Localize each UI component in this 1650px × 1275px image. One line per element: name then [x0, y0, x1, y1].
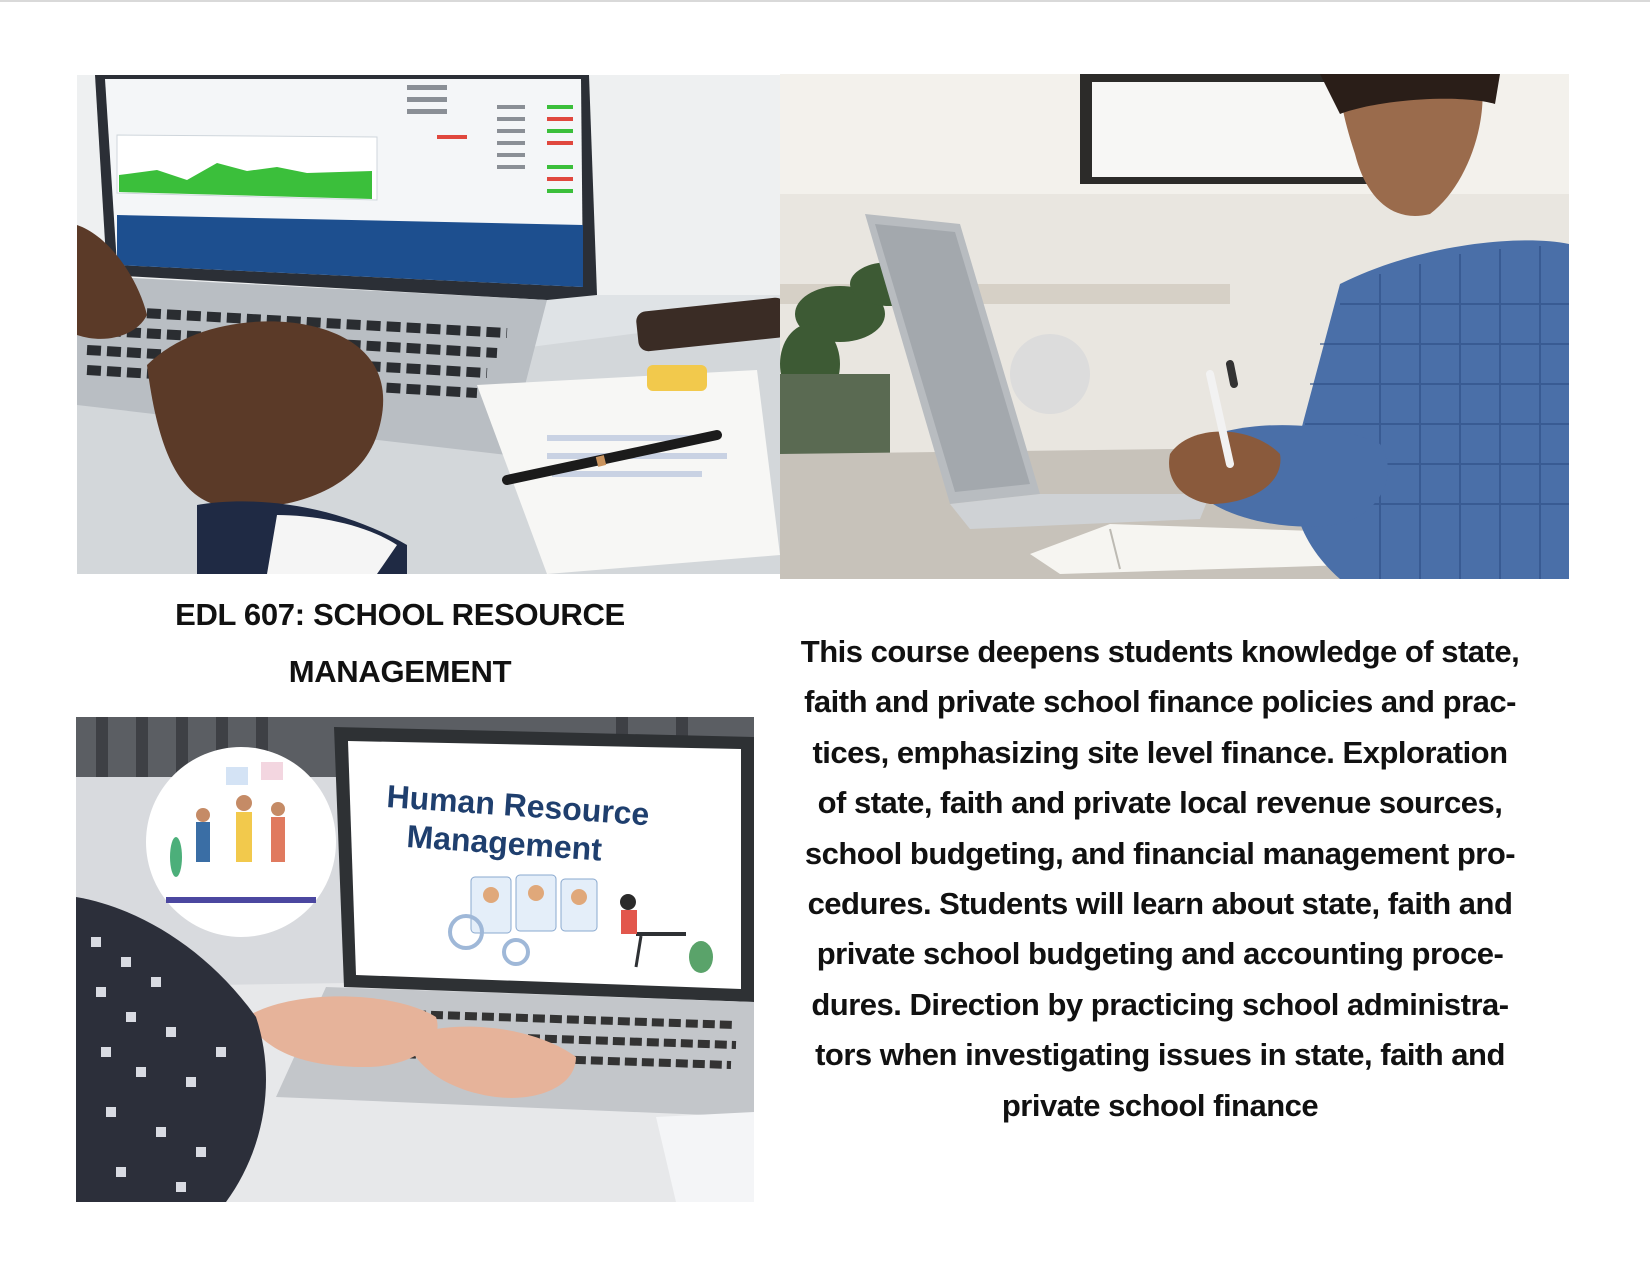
course-description	[760, 627, 1560, 1131]
top-border-line	[0, 0, 1650, 2]
description-line-1: This course deepens students knowledge of state,	[800, 634, 1520, 669]
description-line-6: cedures. Students will learn about state, faith and	[807, 886, 1513, 922]
description-line-10: private school finance	[1001, 1087, 1319, 1123]
description-line-8: dures. Direction by practicing school administra-	[811, 986, 1509, 1022]
description-line-2: faith and private school finance policies and prac-	[804, 684, 1516, 720]
finance-laptop-photo	[77, 75, 780, 574]
hr-screen-title-line-2: Management	[405, 818, 604, 868]
description-line-3: tices, emphasizing site level finance. Exploration	[812, 734, 1508, 770]
course-title-line-1: EDL 607: SCHOOL RESOURCE	[175, 597, 625, 632]
hr-laptop-photo	[76, 717, 754, 1202]
course-title-line-2: MANAGEMENT	[288, 654, 512, 689]
description-line-5: school budgeting, and financial management pro-	[804, 835, 1516, 871]
man-writing-photo	[780, 74, 1569, 579]
course-title	[150, 586, 650, 700]
description-line-7: private school budgeting and accounting proce-	[816, 936, 1504, 972]
hr-screen-title-line-1: Human Resource	[385, 778, 651, 833]
description-line-9: tors when investigating issues in state, faith and	[815, 1037, 1505, 1073]
description-line-4: of state, faith and private local revenue sources,	[817, 785, 1503, 821]
